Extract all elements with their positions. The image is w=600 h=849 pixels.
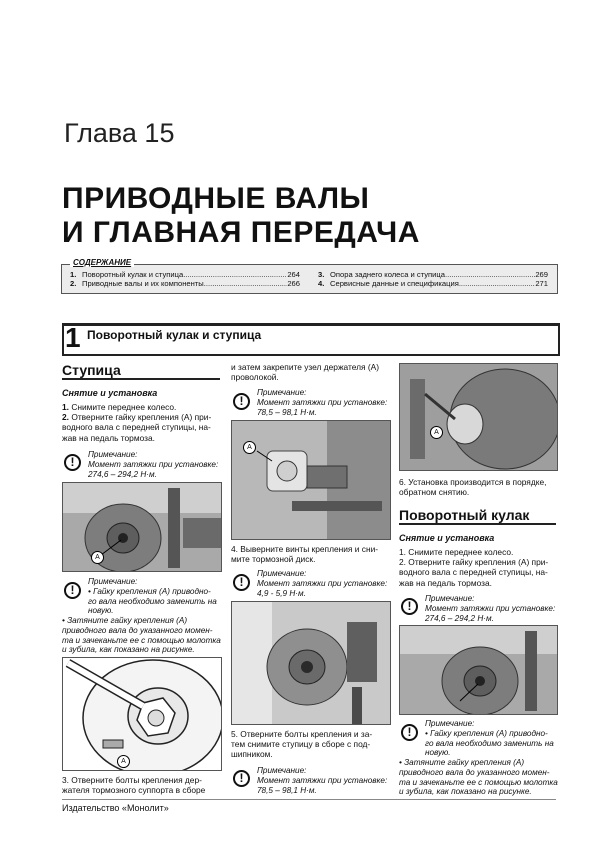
photo-knuckle-hub	[399, 363, 558, 471]
col3-heading-rule	[399, 523, 556, 525]
col1-note2-cont: • Затяните гайку крепления (А) приводного вала до указанного момен- та и зачеканьте ее с помощью молотка и зубила, как показано на рисунке.	[62, 616, 221, 655]
warning-icon: !	[401, 598, 418, 615]
warning-icon: !	[233, 770, 250, 787]
section-title: Поворотный кулак и ступица	[87, 328, 262, 342]
col2-note3: Примечание: Момент затяжки при установке: 78,5 – 98,1 Н·м.	[257, 766, 388, 795]
footer-rule	[62, 799, 556, 800]
col3-note2: Примечание: • Гайку крепления (А) приводно- го вала необходимо заменить на новую.	[425, 719, 554, 758]
col1-heading: Ступица	[62, 362, 121, 378]
title-line-2: И ГЛАВНАЯ ПЕРЕДАЧА	[62, 216, 420, 249]
col3-heading: Поворотный кулак	[399, 507, 530, 523]
publisher-footer: Издательство «Монолит»	[62, 803, 169, 813]
callout-a: A	[91, 551, 104, 564]
toc-item: 2. Приводные валы и их компоненты ..... 266	[70, 279, 300, 288]
photo-hub-nut-chisel	[62, 657, 222, 771]
photo-wheel-hub-2	[399, 625, 558, 715]
col2-note1: Примечание: Момент затяжки при установке: 78,5 – 98,1 Н·м.	[257, 388, 388, 417]
warning-icon: !	[401, 724, 418, 741]
col3-subheading: Снятие и установка	[399, 533, 495, 543]
warning-icon: !	[64, 454, 81, 471]
toc-column-left	[70, 270, 300, 288]
warning-icon: !	[233, 574, 250, 591]
col1-note1: Примечание: Момент затяжки при установке: 274,6 – 294,2 Н·м.	[88, 450, 219, 479]
col3-step6: 6. Установка производится в порядке, обратном снятию.	[399, 477, 547, 498]
photo-caliper-wired	[231, 420, 391, 540]
toc-item: 1. Поворотный кулак и ступица ..... 264	[70, 270, 300, 279]
warning-icon: !	[64, 582, 81, 599]
callout-a: A	[243, 441, 256, 454]
callout-a: A	[430, 426, 443, 439]
col2-note2: Примечание: Момент затяжки при установке: 4,9 - 5,9 Н·м.	[257, 569, 388, 598]
col1-heading-rule	[62, 378, 220, 380]
col2-step5: 5. Отверните болты крепления и за- тем снимите ступицу в сборе с под- шипником.	[231, 729, 373, 760]
toc-column-right	[318, 270, 548, 288]
chapter-label: Глава 15	[64, 118, 175, 148]
photo-hub-bearing	[231, 601, 391, 725]
col1-note2: Примечание: • Гайку крепления (А) приводно- го вала необходимо заменить на новую.	[88, 577, 217, 616]
col3-note2-cont: • Затяните гайку крепления (А) приводного вала до указанного момен- та и зачеканьте ее с помощью молотка и зубила, как показано на рисунке.	[399, 758, 558, 797]
col3-steps: 1. Снимите переднее колесо. 2. Отверните гайку крепления (А) при- водного вала с передней ступицы, на- жав на педаль тормоза.	[399, 547, 549, 588]
warning-icon: !	[233, 393, 250, 410]
col2-intro: и затем закрепите узел держателя (А) проволокой.	[231, 362, 380, 383]
callout-a: A	[117, 755, 130, 768]
col1-subheading: Снятие и установка	[62, 388, 158, 398]
col1-step3: 3. Отверните болты крепления дер- жателя тормозного суппорта в сборе	[62, 775, 206, 796]
col2-step4: 4. Выверните винты крепления и сни- мите тормозной диск.	[231, 544, 379, 565]
section-number: 1	[65, 322, 81, 353]
toc-item: 4. Сервисные данные и спецификация ..... 271	[318, 279, 548, 288]
photo-wheel-hub	[62, 482, 222, 572]
toc-item: 3. Опора заднего колеса и ступица ..... 269	[318, 270, 548, 279]
col3-note1: Примечание: Момент затяжки при установке: 274,6 – 294,2 Н·м.	[425, 594, 556, 623]
toc-label: СОДЕРЖАНИЕ	[70, 258, 134, 267]
col1-steps: 1. Снимите переднее колесо. 2. Отверните гайку крепления (А) при- водного вала с передней ступицы, на- жав на педаль тормоза.	[62, 402, 212, 443]
page-title	[62, 182, 420, 250]
title-line-1: ПРИВОДНЫЕ ВАЛЫ	[62, 182, 370, 215]
